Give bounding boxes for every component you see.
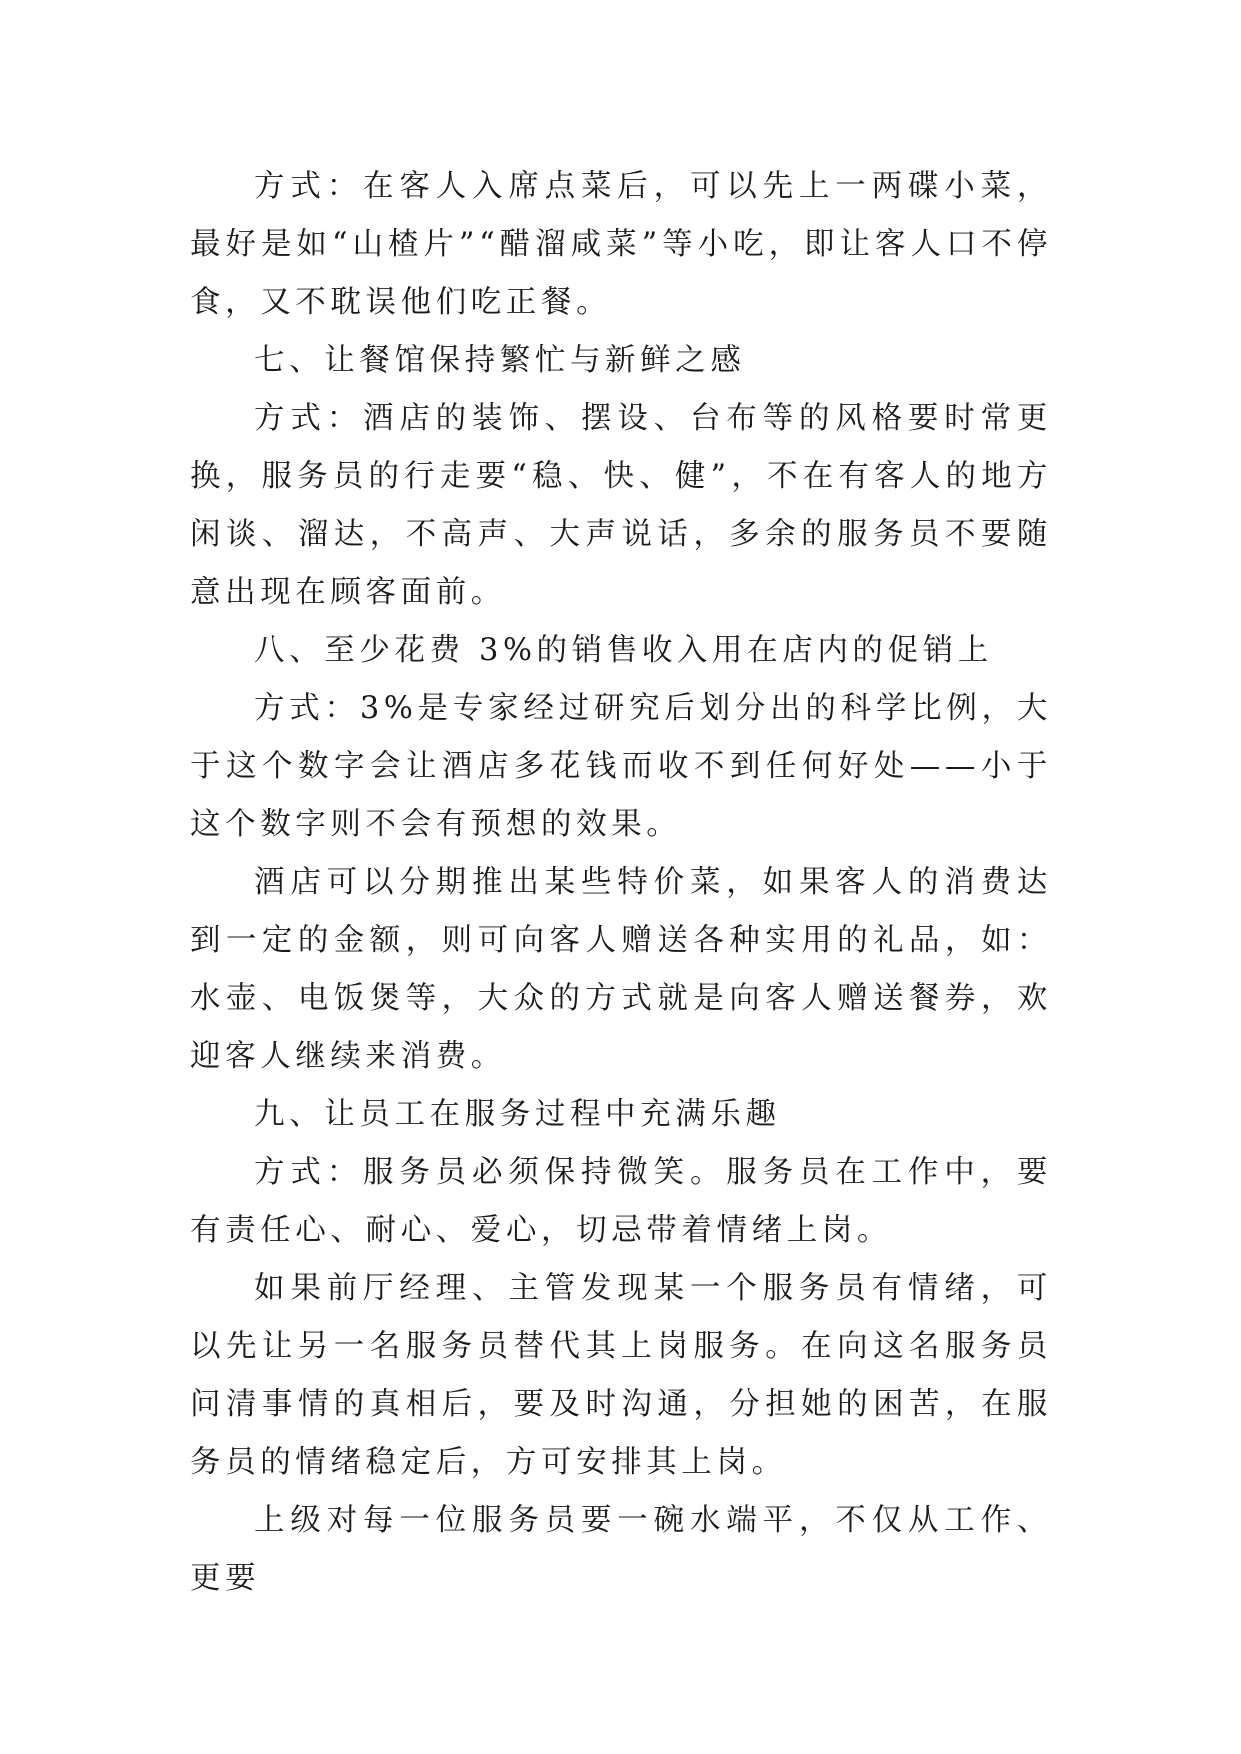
paragraph-manager-handling: 如果前厅经理、主管发现某一个服务员有情绪，可以先让另一名服务员替代其上岗服务。在向这名服务员问清事情的真相后，要及时沟通，分担她的困苦，在服务员的情绪稳定后，方可安排其上岗。 (190, 1271, 1052, 1480)
heading-section-8: 八、至少花费 3%的销售收入用在店内的促销上 (254, 633, 993, 668)
heading-section-9: 九、让员工在服务过程中充满乐趣 (254, 1097, 781, 1132)
paragraph-method-side-dishes: 方式：在客人入席点菜后，可以先上一两碟小菜，最好是如“山楂片”“醋溜咸菜”等小吃，即让客人口不停食，又不耽误他们吃正餐。 (190, 169, 1052, 320)
paragraph-method-smile: 方式：服务员必须保持微笑。服务员在工作中，要有责任心、耐心、爱心，切忌带着情绪上岗。 (190, 1155, 1052, 1248)
paragraph-method-promotion-ratio: 方式：3%是专家经过研究后划分出的科学比例，大于这个数字会让酒店多花钱而收不到任何好处——小于这个数字则不会有预想的效果。 (190, 691, 1052, 842)
paragraph-special-dishes: 酒店可以分期推出某些特价菜，如果客人的消费达到一定的金额，则可向客人赠送各种实用的礼品，如：水壶、电饭煲等，大众的方式就是向客人赠送餐券，欢迎客人继续来消费。 (190, 865, 1052, 1074)
paragraph-fair-treatment: 上级对每一位服务员要一碗水端平，不仅从工作、更要 (190, 1503, 1052, 1596)
document-body (190, 158, 1052, 1608)
paragraph-method-decor: 方式：酒店的装饰、摆设、台布等的风格要时常更换，服务员的行走要“稳、快、健”，不在有客人的地方闲谈、溜达，不高声、大声说话，多余的服务员不要随意出现在顾客面前。 (190, 401, 1052, 610)
heading-section-7: 七、让餐馆保持繁忙与新鲜之感 (254, 343, 746, 378)
